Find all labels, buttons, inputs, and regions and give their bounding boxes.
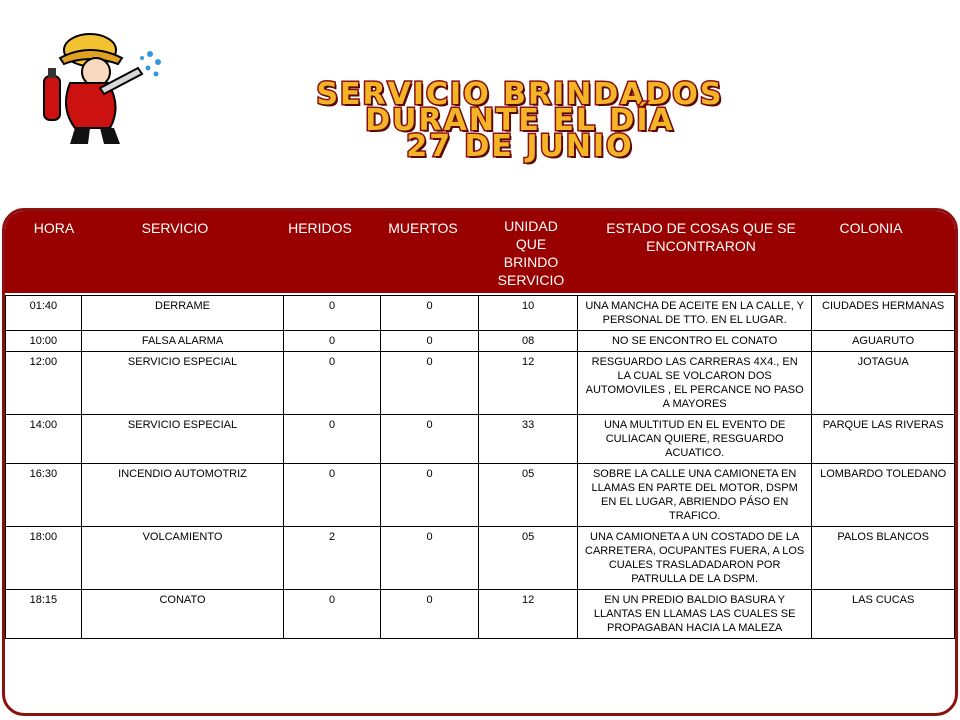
header-heridos: HERIDOS bbox=[288, 220, 352, 236]
cell-hora: 18:15 bbox=[6, 590, 82, 639]
cell-muertos: 0 bbox=[380, 296, 479, 331]
cell-servicio: INCENDIO AUTOMOTRIZ bbox=[81, 464, 283, 527]
table-row bbox=[6, 464, 955, 527]
header-estado: ESTADO DE COSAS QUE SE ENCONTRARON bbox=[606, 220, 796, 254]
cell-estado: SOBRE LA CALLE UNA CAMIONETA EN LLAMAS EN PARTE DEL MOTOR, DSPM EN EL LUGAR, ABRIENDO PÁSO EN TRAFICO. bbox=[577, 464, 811, 527]
table-row bbox=[6, 296, 955, 331]
cell-estado: UNA MULTITUD EN EL EVENTO DE CULIACAN QUIERE, RESGUARDO ACUATICO. bbox=[577, 415, 811, 464]
cell-unidad: 12 bbox=[479, 352, 578, 415]
cell-servicio: FALSA ALARMA bbox=[81, 331, 283, 352]
title-line-1: SERVICIO BRINDADOS bbox=[316, 77, 724, 112]
cell-colonia: PALOS BLANCOS bbox=[812, 527, 955, 590]
cell-unidad: 05 bbox=[479, 527, 578, 590]
cell-colonia: JOTAGUA bbox=[812, 352, 955, 415]
cell-estado: RESGUARDO LAS CARRERAS 4X4., EN LA CUAL SE VOLCARON DOS AUTOMOVILES , EL PERCANCE NO PASO A MAYORES bbox=[577, 352, 811, 415]
table-row bbox=[6, 352, 955, 415]
cell-heridos: 0 bbox=[284, 464, 381, 527]
cell-hora: 01:40 bbox=[6, 296, 82, 331]
title-line-3: 27 DE JUNIO bbox=[406, 129, 634, 164]
title-line-2: DURANTE EL DÍA bbox=[365, 103, 675, 138]
cell-heridos: 0 bbox=[284, 352, 381, 415]
cell-heridos: 0 bbox=[284, 331, 381, 352]
cell-muertos: 0 bbox=[380, 527, 479, 590]
table-row bbox=[6, 590, 955, 639]
cell-estado: UNA MANCHA DE ACEITE EN LA CALLE, Y PERSONAL DE TTO. EN EL LUGAR. bbox=[577, 296, 811, 331]
table-row bbox=[6, 415, 955, 464]
cell-unidad: 10 bbox=[479, 296, 578, 331]
cell-hora: 10:00 bbox=[6, 331, 82, 352]
cell-colonia: PARQUE LAS RIVERAS bbox=[812, 415, 955, 464]
header-colonia: COLONIA bbox=[839, 220, 903, 236]
cell-servicio: CONATO bbox=[81, 590, 283, 639]
cell-servicio: VOLCAMIENTO bbox=[81, 527, 283, 590]
header-hora: HORA bbox=[33, 220, 75, 236]
cell-colonia: LOMBARDO TOLEDANO bbox=[812, 464, 955, 527]
cell-muertos: 0 bbox=[380, 590, 479, 639]
cell-servicio: DERRAME bbox=[81, 296, 283, 331]
cell-unidad: 05 bbox=[479, 464, 578, 527]
cell-hora: 12:00 bbox=[6, 352, 82, 415]
services-panel bbox=[2, 208, 958, 716]
table-header bbox=[5, 211, 955, 293]
cell-estado: NO SE ENCONTRO EL CONATO bbox=[577, 331, 811, 352]
cell-hora: 18:00 bbox=[6, 527, 82, 590]
page-title bbox=[250, 77, 790, 164]
cell-unidad: 08 bbox=[479, 331, 578, 352]
cell-colonia: AGUARUTO bbox=[812, 331, 955, 352]
table-row bbox=[6, 331, 955, 352]
cell-muertos: 0 bbox=[380, 331, 479, 352]
cell-servicio: SERVICIO ESPECIAL bbox=[81, 415, 283, 464]
header-servicio: SERVICIO bbox=[141, 220, 209, 236]
cell-estado: EN UN PREDIO BALDIO BASURA Y LLANTAS EN LLAMAS LAS CUALES SE PROPAGABAN HACIA LA MALEZA bbox=[577, 590, 811, 639]
cell-estado: UNA CAMIONETA A UN COSTADO DE LA CARRETERA, OCUPANTES FUERA, A LOS CUALES TRASLADADARON POR PATRULLA DE LA DSPM. bbox=[577, 527, 811, 590]
cell-heridos: 2 bbox=[284, 527, 381, 590]
header-muertos: MUERTOS bbox=[388, 220, 458, 236]
cell-heridos: 0 bbox=[284, 590, 381, 639]
cell-servicio: SERVICIO ESPECIAL bbox=[81, 352, 283, 415]
header-unidad: UNIDAD QUE BRINDO SERVICIO bbox=[497, 218, 565, 288]
cell-heridos: 0 bbox=[284, 296, 381, 331]
cell-colonia: LAS CUCAS bbox=[812, 590, 955, 639]
cell-unidad: 12 bbox=[479, 590, 578, 639]
cell-unidad: 33 bbox=[479, 415, 578, 464]
firefighter-mascot-logo bbox=[30, 28, 165, 148]
cell-hora: 14:00 bbox=[6, 415, 82, 464]
cell-muertos: 0 bbox=[380, 415, 479, 464]
cell-muertos: 0 bbox=[380, 464, 479, 527]
cell-muertos: 0 bbox=[380, 352, 479, 415]
cell-hora: 16:30 bbox=[6, 464, 82, 527]
table-row bbox=[6, 527, 955, 590]
cell-colonia: CIUDADES HERMANAS bbox=[812, 296, 955, 331]
cell-heridos: 0 bbox=[284, 415, 381, 464]
services-table bbox=[5, 295, 955, 639]
